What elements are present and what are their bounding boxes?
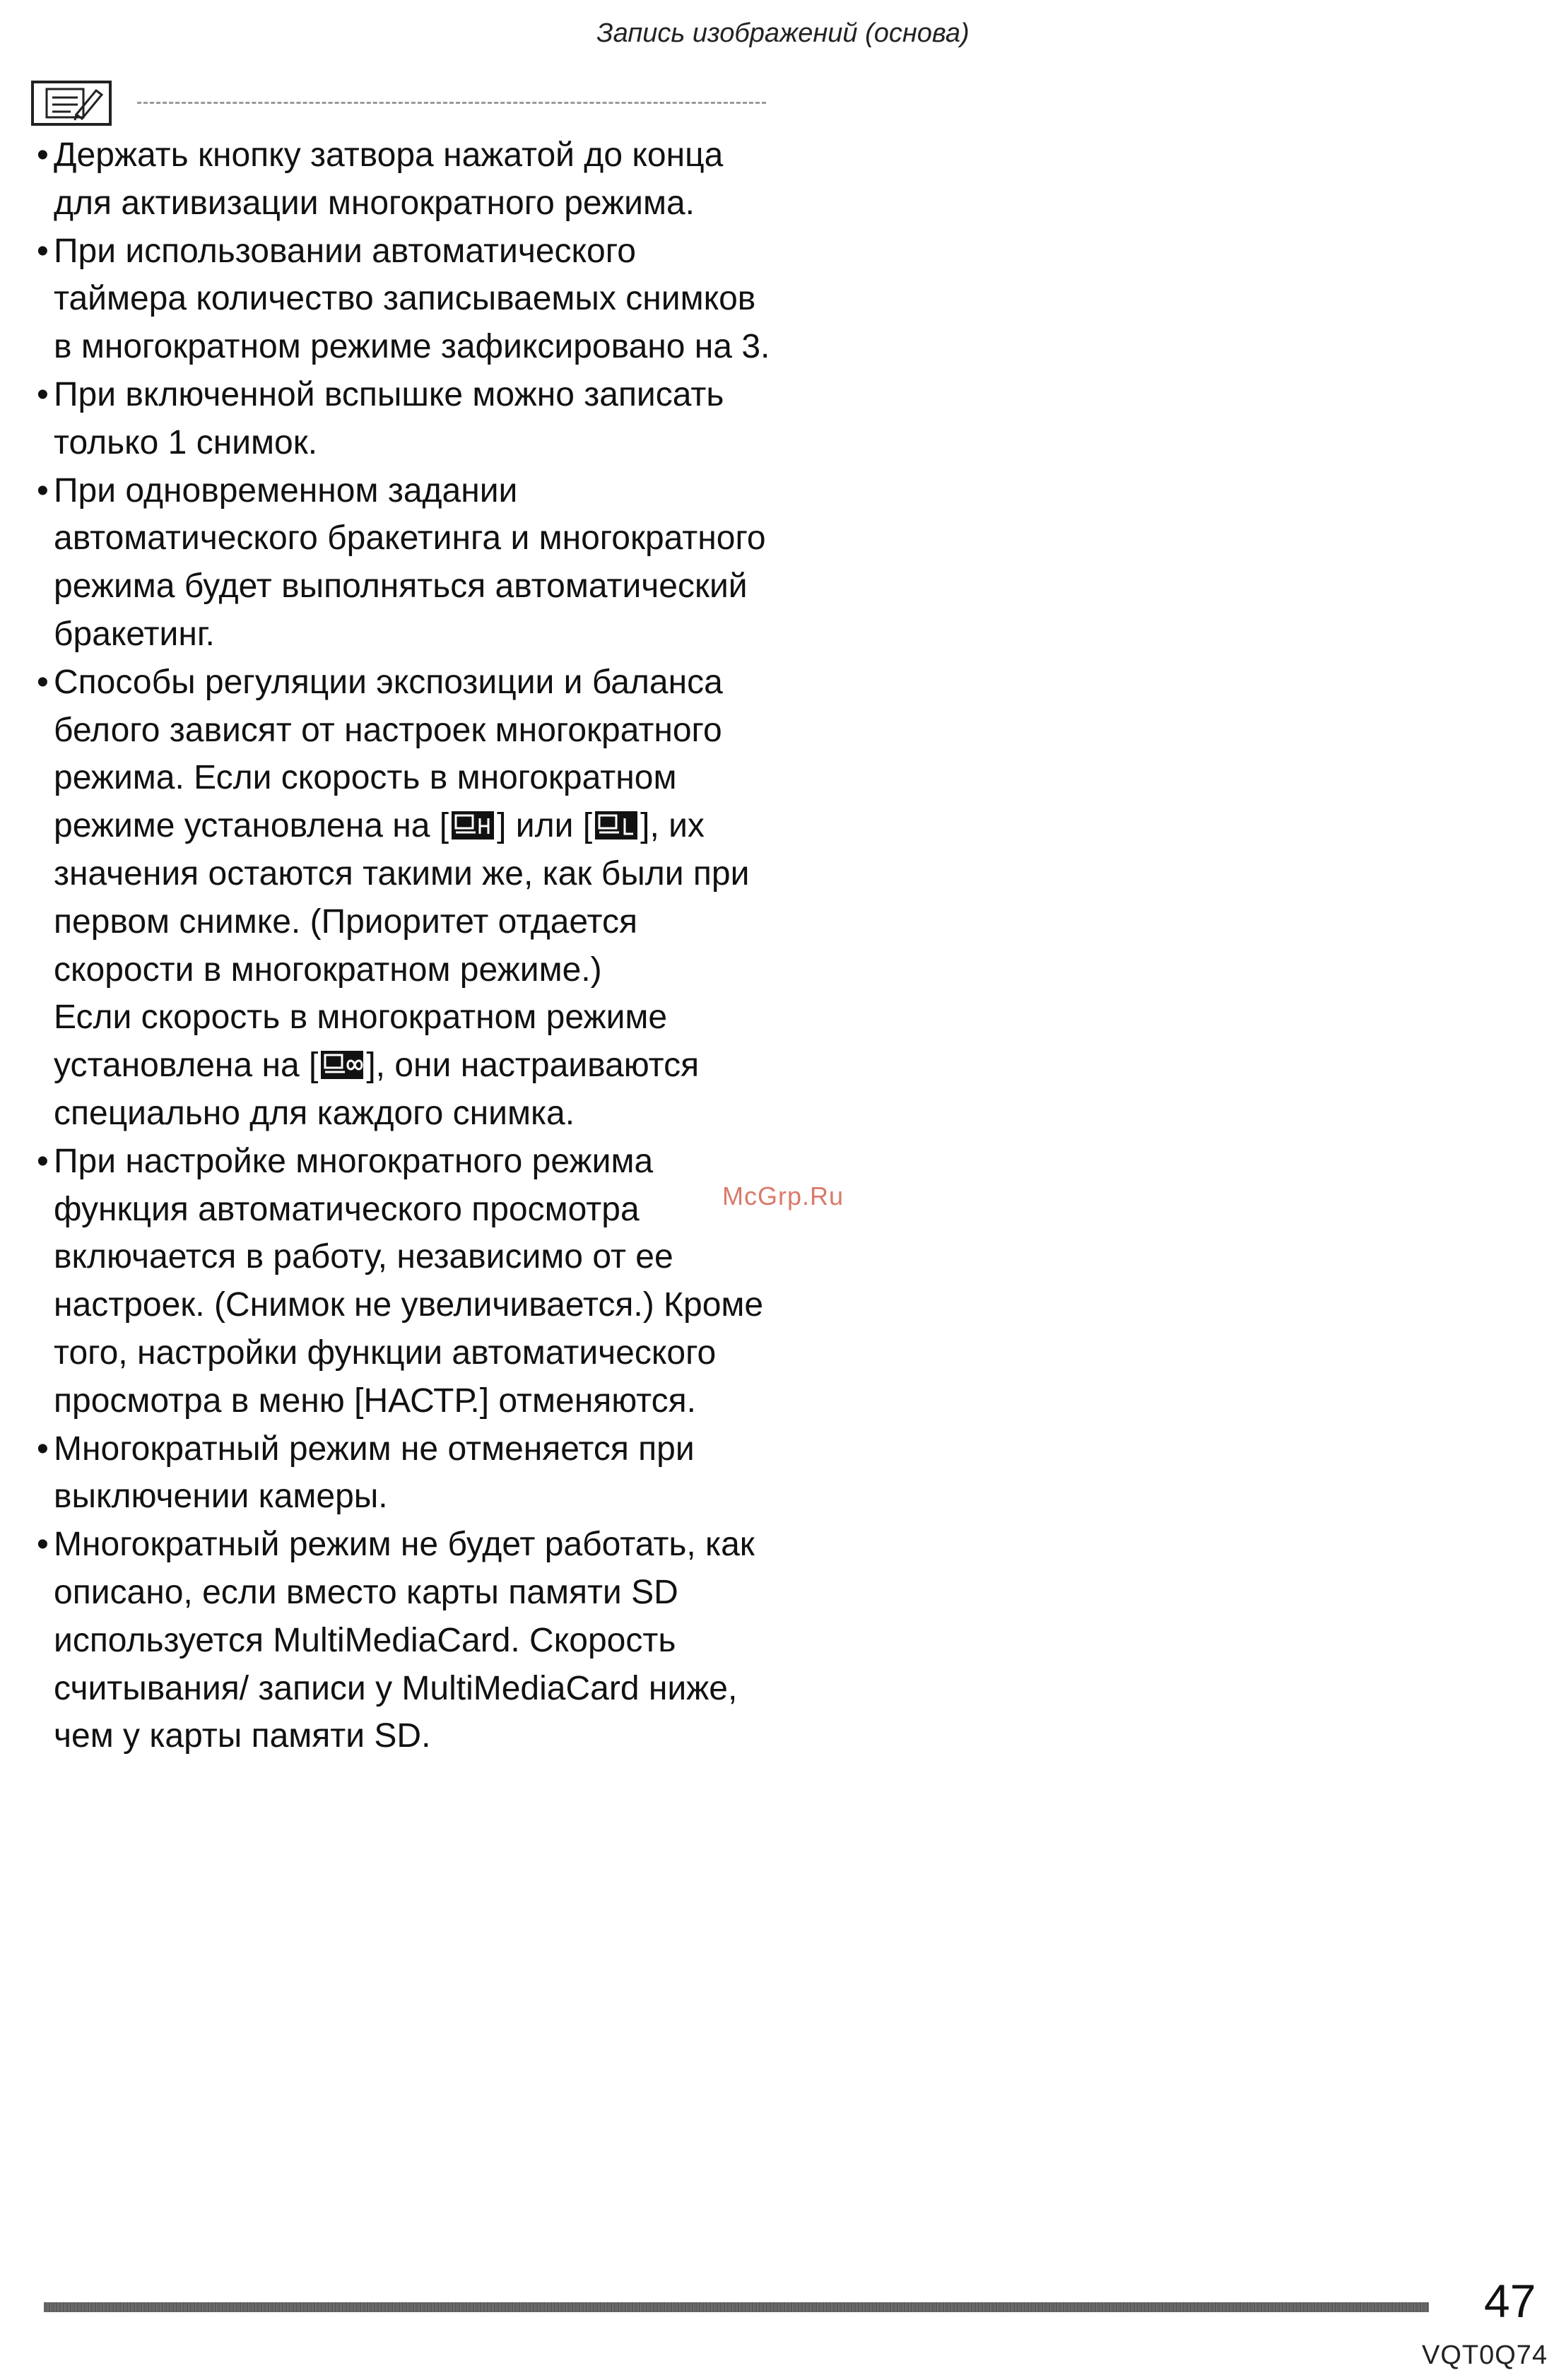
note-header (31, 81, 766, 126)
text-segment: Способы регуляции экспозиции и баланса белого зависят от настроек многократного режима. Если скорость в многократном режиме установлена на [ (54, 663, 723, 845)
list-item (37, 1425, 772, 1521)
list-item-text: Многократный режим не отменяется при выключении камеры. (54, 1430, 695, 1516)
list-item-text: При использовании автоматического таймера количество записываемых снимков в многократном режиме зафиксировано на 3. (54, 232, 770, 366)
text-segment: ] или [ (497, 807, 593, 845)
bullet-icon: • (37, 1430, 49, 1468)
list-item (37, 1521, 772, 1760)
note-dashed-divider (137, 102, 766, 104)
text-segment: ], их значения остаются такими же, как были при первом снимке. (Приоритет отдается скорости в многократном режиме.) (54, 807, 750, 989)
list-item-text: Многократный режим не будет работать, как описано, если вместо карты памяти SD используется MultiMediaCard. Скорость считывания/ записи у MultiMediaCard ниже, чем у карты памяти SD. (54, 1526, 755, 1755)
bullet-icon: • (37, 1526, 49, 1564)
list-item-text: При одновременном задании автоматического бракетинга и многократного режима будет выполняться автоматический брaкетинг. (54, 471, 766, 653)
text-segment: ], они настраиваются специально для каждого снимка. (54, 1047, 700, 1132)
bullet-icon: • (37, 136, 49, 174)
text-segment: Если скорость в многократном режиме установлена на [ (54, 998, 668, 1085)
list-item (37, 371, 772, 467)
list-item (37, 228, 772, 371)
list-item-text: При включенной вспышке можно записать только 1 снимок. (54, 375, 724, 461)
bullet-icon: • (37, 663, 49, 701)
list-item (37, 131, 772, 228)
list-item (37, 467, 772, 659)
page-number: 47 (1484, 2275, 1536, 2327)
page-header-title: Запись изображений (основа) (596, 18, 970, 48)
watermark-text: McGrp.Ru (722, 1182, 844, 1210)
list-item-text: Держать кнопку затвора нажатой до конца для активизации многократного режима. (54, 136, 724, 222)
footer-divider-bar (44, 2302, 1429, 2312)
notes-list (37, 131, 772, 1760)
burst-high-icon (450, 810, 495, 841)
bullet-icon: • (37, 471, 49, 509)
memo-note-icon (31, 81, 112, 126)
bullet-icon: • (37, 1142, 49, 1180)
document-code: VQT0Q74 (1422, 2340, 1548, 2370)
list-item-text: При настройке многократного режима функция автоматического просмотра включается в работу, независимо от ее настроек. (Снимок не увеличивается.) Кроме того, настройки функции автоматического просмотра в меню [НАСТР.] отменяются. (54, 1142, 764, 1420)
bullet-icon: • (37, 375, 49, 413)
bullet-icon: • (37, 232, 49, 270)
list-item (37, 659, 772, 1138)
burst-low-icon (594, 810, 639, 841)
list-item-text (54, 659, 772, 1138)
burst-unlimited-icon (319, 1049, 365, 1080)
list-item (37, 1138, 772, 1425)
